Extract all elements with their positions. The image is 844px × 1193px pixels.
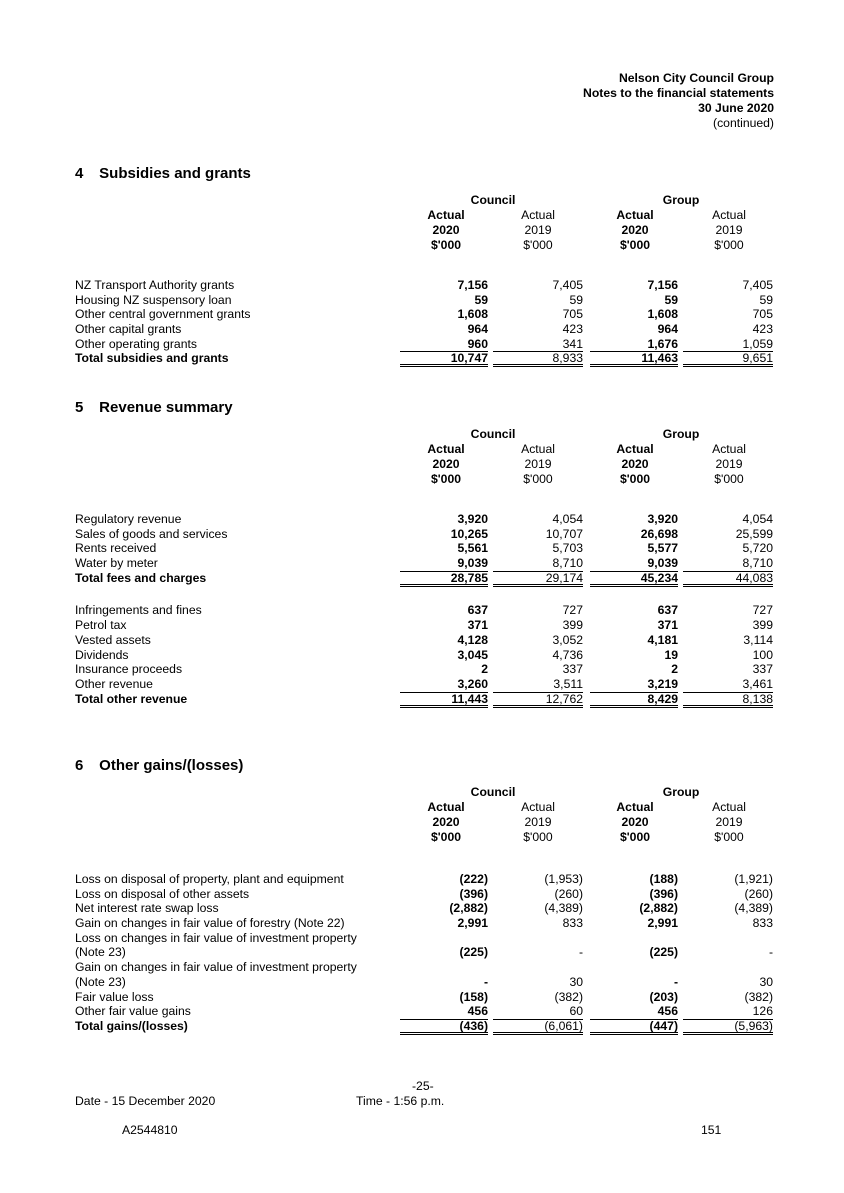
cell-group-2020: 11,463: [590, 351, 678, 367]
cell-group-2019: 8,138: [683, 692, 773, 708]
cell-group-2019: 8,710: [683, 556, 773, 572]
cell-group-2020: 1,608: [647, 307, 678, 322]
section-title: [75, 757, 775, 777]
cell-group-2019: 337: [752, 662, 773, 677]
column-heading-4: [689, 208, 769, 253]
group-group-label: Group: [662, 427, 700, 441]
column-heading-line: 2020: [621, 815, 649, 829]
cell-group-2019: 7,405: [742, 278, 773, 292]
cell-group-2020: (188): [649, 872, 678, 886]
cell-group-2020: 1,676: [590, 337, 678, 353]
total-row: [75, 1019, 775, 1034]
document-page-number: 151: [701, 1123, 722, 1137]
table-row: [75, 931, 775, 946]
cell-group-2020: 5,577: [647, 541, 678, 556]
row-label: Housing NZ suspensory loan: [75, 292, 232, 307]
doc-title: Notes to the financial statements: [583, 86, 774, 100]
cell-council-2020: 5,561: [457, 541, 488, 556]
cell-group-2020: 9,039: [590, 556, 678, 572]
section-other-gains-losses: [75, 757, 775, 1034]
cell-council-2019: 12,762: [493, 692, 583, 708]
table-row: [75, 618, 775, 633]
cell-council-2020: (2,882): [449, 901, 488, 916]
row-label: Net interest rate swap loss: [75, 901, 219, 916]
council-group-label: Council: [470, 427, 516, 441]
column-heading-line: $'000: [523, 238, 553, 252]
row-label: Rents received: [75, 541, 157, 556]
column-heading-3: [595, 442, 675, 487]
column-heading-line: 2019: [524, 457, 552, 471]
column-heading-line: $'000: [619, 472, 650, 486]
cell-group-2019: 30: [759, 974, 773, 989]
column-header: [75, 785, 775, 867]
cell-council-2019: 3,511: [493, 677, 583, 693]
cell-group-2019: 5,720: [742, 541, 773, 556]
column-heading-3: [595, 800, 675, 845]
cell-group-2020: (447): [590, 1019, 678, 1035]
cell-group-2020: 456: [590, 1004, 678, 1020]
column-heading-line: Actual: [616, 442, 654, 456]
table-row: [75, 322, 775, 337]
column-heading-1: [406, 208, 486, 253]
column-heading-line: Actual: [521, 208, 555, 222]
total-row: [75, 571, 775, 586]
column-heading-line: Actual: [616, 800, 654, 814]
table-row: [75, 307, 775, 322]
cell-council-2020: (396): [459, 886, 488, 901]
column-heading-line: 2019: [715, 457, 743, 471]
cell-council-2020: 2,991: [457, 916, 488, 931]
row-label: Fair value loss: [75, 989, 154, 1004]
cell-group-2020: (396): [649, 886, 678, 901]
council-group-label: Council: [470, 785, 516, 799]
footer-date: Date - 15 December 2020: [75, 1094, 216, 1108]
cell-group-2020: (2,882): [639, 901, 678, 916]
row-label: (Note 23): [75, 974, 126, 989]
cell-group-2020: 964: [657, 322, 678, 337]
table-row: [75, 887, 775, 902]
table-row: [75, 337, 775, 352]
column-heading-line: 2020: [432, 223, 460, 237]
table-row: [75, 541, 775, 556]
table-body: [75, 512, 775, 706]
cell-council-2019: 30: [569, 974, 583, 989]
cell-council-2019: 337: [562, 662, 583, 677]
cell-group-2019: 44,083: [683, 571, 773, 587]
row-label: NZ Transport Authority grants: [75, 278, 235, 292]
continued-label: (continued): [713, 116, 774, 130]
cell-group-2020: -: [673, 974, 678, 989]
cell-group-2020: 45,234: [590, 571, 678, 587]
cell-council-2019: (4,389): [544, 901, 583, 916]
table-body: [75, 278, 775, 366]
report-date: 30 June 2020: [698, 101, 774, 115]
cell-council-2019: 705: [562, 307, 583, 322]
cell-council-2019: (1,953): [544, 872, 583, 886]
column-heading-line: Actual: [427, 208, 465, 222]
table-row: [75, 960, 775, 975]
cell-group-2020: 7,156: [647, 278, 678, 292]
column-heading-line: Actual: [712, 800, 746, 814]
row-label: Insurance proceeds: [75, 662, 183, 677]
column-heading-line: 2020: [432, 815, 460, 829]
row-label: Other fair value gains: [75, 1004, 191, 1019]
cell-council-2019: 8,710: [493, 556, 583, 572]
row-label: Other capital grants: [75, 322, 182, 337]
section-title: [75, 165, 775, 185]
cell-group-2019: 833: [752, 916, 773, 931]
column-heading-line: $'000: [523, 830, 553, 844]
column-heading-1: [406, 442, 486, 487]
cell-council-2019: (6,061): [493, 1019, 583, 1035]
cell-council-2020: 1,608: [457, 307, 488, 322]
cell-council-2019: 8,933: [493, 351, 583, 367]
cell-council-2020: 59: [474, 292, 488, 307]
cell-group-2019: (382): [744, 989, 773, 1004]
cell-council-2020: 9,039: [400, 556, 488, 572]
cell-council-2020: 3,045: [457, 647, 488, 662]
cell-group-2019: 3,114: [743, 632, 773, 647]
section-title-text: Revenue summary: [99, 399, 233, 416]
row-label: Other central government grants: [75, 307, 251, 322]
column-header: [75, 427, 775, 509]
column-heading-1: [406, 800, 486, 845]
row-label: Loss on disposal of property, plant and equipment: [75, 872, 344, 886]
row-label: Vested assets: [75, 632, 151, 647]
cell-council-2020: 10,265: [450, 526, 488, 541]
table-row: [75, 662, 775, 677]
cell-council-2019: 7,405: [552, 278, 583, 292]
cell-group-2020: 2,991: [647, 916, 678, 931]
cell-council-2019: 341: [493, 337, 583, 353]
column-heading-line: 2020: [432, 457, 460, 471]
cell-group-2019: 59: [759, 292, 773, 307]
cell-council-2020: (225): [459, 945, 488, 960]
row-label: Total fees and charges: [75, 570, 207, 585]
cell-council-2019: 727: [562, 603, 583, 618]
column-heading-line: $'000: [523, 472, 553, 486]
cell-council-2020: (158): [459, 989, 488, 1004]
cell-group-2019: 100: [752, 647, 773, 662]
column-heading-line: $'000: [430, 472, 461, 486]
cell-group-2019: 727: [752, 603, 773, 618]
column-heading-line: 2019: [524, 815, 552, 829]
table-row: [75, 633, 775, 648]
column-heading-3: [595, 208, 675, 253]
row-label: (Note 23): [75, 945, 126, 960]
table-row: [75, 512, 775, 527]
column-heading-line: $'000: [714, 238, 744, 252]
table-row: [75, 603, 775, 618]
row-label: Gain on changes in fair value of forestry (Note 22): [75, 916, 345, 931]
cell-council-2020: 456: [400, 1004, 488, 1020]
cell-group-2019: (260): [744, 886, 773, 901]
cell-council-2019: 4,736: [552, 647, 583, 662]
cell-council-2020: 2: [481, 662, 488, 677]
table-row: [75, 293, 775, 308]
row-spacer: [75, 585, 775, 603]
cell-council-2020: 637: [467, 603, 488, 618]
cell-council-2019: (382): [554, 989, 583, 1004]
cell-group-2019: 25,599: [735, 526, 773, 541]
cell-council-2019: -: [578, 945, 583, 960]
column-heading-line: $'000: [714, 830, 744, 844]
column-heading-line: Actual: [616, 208, 654, 222]
section-title-text: Subsidies and grants: [99, 165, 251, 182]
cell-group-2020: 2: [671, 662, 678, 677]
report-header: [583, 71, 774, 131]
total-row: [75, 692, 775, 707]
cell-group-2020: 19: [664, 647, 678, 662]
section-number: 6: [75, 757, 84, 774]
cell-council-2020: 3,920: [457, 512, 488, 526]
cell-council-2019: 3,052: [552, 632, 583, 647]
row-label: Total gains/(losses): [75, 1018, 188, 1033]
column-heading-line: $'000: [619, 238, 650, 252]
cell-council-2020: 28,785: [400, 571, 488, 587]
cell-council-2019: 423: [562, 322, 583, 337]
cell-council-2019: 29,174: [493, 571, 583, 587]
cell-group-2020: 8,429: [590, 692, 678, 708]
council-group-label: Council: [470, 193, 516, 207]
column-heading-line: 2019: [715, 223, 743, 237]
section-title: [75, 399, 775, 419]
cell-council-2020: 11,443: [400, 692, 488, 708]
cell-group-2020: 371: [657, 618, 678, 633]
table-row: [75, 527, 775, 542]
cell-council-2019: 10,707: [545, 526, 583, 541]
cell-group-2019: 9,651: [683, 351, 773, 367]
column-heading-2: [498, 208, 578, 253]
cell-council-2020: -: [483, 974, 488, 989]
section-number: 5: [75, 399, 84, 416]
column-heading-line: $'000: [714, 472, 744, 486]
cell-council-2019: 59: [569, 292, 583, 307]
cell-group-2019: 4,054: [742, 512, 773, 526]
row-label: Petrol tax: [75, 618, 127, 633]
cell-group-2019: 3,461: [683, 677, 773, 693]
table-row: [75, 677, 775, 692]
row-label: Dividends: [75, 647, 129, 662]
table-row: [75, 1004, 775, 1019]
table-row: [75, 556, 775, 571]
column-heading-line: Actual: [712, 208, 746, 222]
column-heading-line: 2020: [621, 223, 649, 237]
cell-council-2019: 833: [562, 916, 583, 931]
cell-council-2020: 10,747: [400, 351, 488, 367]
cell-group-2020: 3,920: [647, 512, 678, 526]
section-title-text: Other gains/(losses): [99, 757, 244, 774]
group-group-label: Group: [662, 193, 700, 207]
column-heading-line: 2020: [621, 457, 649, 471]
column-heading-line: 2019: [715, 815, 743, 829]
section-number: 4: [75, 165, 84, 182]
cell-council-2020: 3,260: [400, 677, 488, 693]
column-heading-2: [498, 442, 578, 487]
column-heading-4: [689, 800, 769, 845]
footer-time: Time - 1:56 p.m.: [356, 1094, 445, 1108]
row-label: Other revenue: [75, 676, 153, 691]
column-heading-line: $'000: [430, 238, 461, 252]
table-row: [75, 278, 775, 293]
cell-council-2019: 399: [562, 618, 583, 633]
group-group-label: Group: [662, 785, 700, 799]
row-label: Total subsidies and grants: [75, 351, 229, 366]
cell-group-2019: 705: [752, 307, 773, 322]
table-row: [75, 975, 775, 990]
cell-group-2020: 637: [657, 603, 678, 618]
cell-group-2020: 4,181: [647, 632, 678, 647]
cell-council-2020: 964: [467, 322, 488, 337]
row-label: Total other revenue: [75, 691, 188, 706]
table-row: [75, 648, 775, 663]
cell-council-2020: 7,156: [457, 278, 488, 292]
table-row: [75, 945, 775, 960]
table-row: [75, 901, 775, 916]
cell-group-2019: -: [768, 945, 773, 960]
cell-group-2020: 3,219: [590, 677, 678, 693]
column-heading-line: $'000: [430, 830, 461, 844]
row-label: Water by meter: [75, 556, 158, 571]
cell-group-2019: 126: [683, 1004, 773, 1020]
row-label: Loss on changes in fair value of investment property: [75, 930, 357, 945]
cell-council-2019: 60: [493, 1004, 583, 1020]
column-heading-line: $'000: [619, 830, 650, 844]
cell-group-2019: 1,059: [683, 337, 773, 353]
column-heading-2: [498, 800, 578, 845]
cell-council-2020: (436): [400, 1019, 488, 1035]
page-number: -25-: [412, 1079, 434, 1093]
table-row: [75, 916, 775, 931]
cell-council-2020: 4,128: [457, 632, 488, 647]
column-heading-line: Actual: [521, 442, 555, 456]
document-reference: A2544810: [122, 1123, 178, 1137]
cell-group-2019: (4,389): [734, 901, 773, 916]
table-body: [75, 872, 775, 1034]
cell-group-2019: (1,921): [734, 872, 773, 886]
section-subsidies-grants: [75, 165, 775, 366]
row-label: Infringements and fines: [75, 603, 202, 618]
column-heading-line: Actual: [521, 800, 555, 814]
total-row: [75, 351, 775, 366]
cell-council-2019: 5,703: [552, 541, 583, 556]
section-revenue-summary: [75, 399, 775, 706]
row-label: Gain on changes in fair value of investment property: [75, 960, 357, 975]
cell-group-2020: (225): [649, 945, 678, 960]
column-heading-line: Actual: [712, 442, 746, 456]
row-label: Sales of goods and services: [75, 526, 228, 541]
column-heading-4: [689, 442, 769, 487]
cell-group-2020: 59: [664, 292, 678, 307]
cell-group-2020: 26,698: [640, 526, 678, 541]
table-row: [75, 872, 775, 887]
cell-council-2020: 960: [400, 337, 488, 353]
table-row: [75, 990, 775, 1005]
column-header: [75, 193, 775, 275]
cell-group-2019: 423: [752, 322, 773, 337]
org-name: Nelson City Council Group: [618, 71, 774, 85]
column-heading-line: Actual: [427, 800, 465, 814]
cell-group-2019: (5,963): [683, 1019, 773, 1035]
row-label: Loss on disposal of other assets: [75, 886, 250, 901]
cell-council-2019: (260): [554, 886, 583, 901]
cell-council-2019: 4,054: [552, 512, 583, 526]
row-label: Regulatory revenue: [75, 512, 182, 526]
column-heading-line: 2019: [524, 223, 552, 237]
cell-council-2020: 371: [467, 618, 488, 633]
row-label: Other operating grants: [75, 336, 197, 351]
cell-group-2020: (203): [649, 989, 678, 1004]
cell-council-2020: (222): [459, 872, 488, 886]
cell-group-2019: 399: [752, 618, 773, 633]
column-heading-line: Actual: [427, 442, 465, 456]
